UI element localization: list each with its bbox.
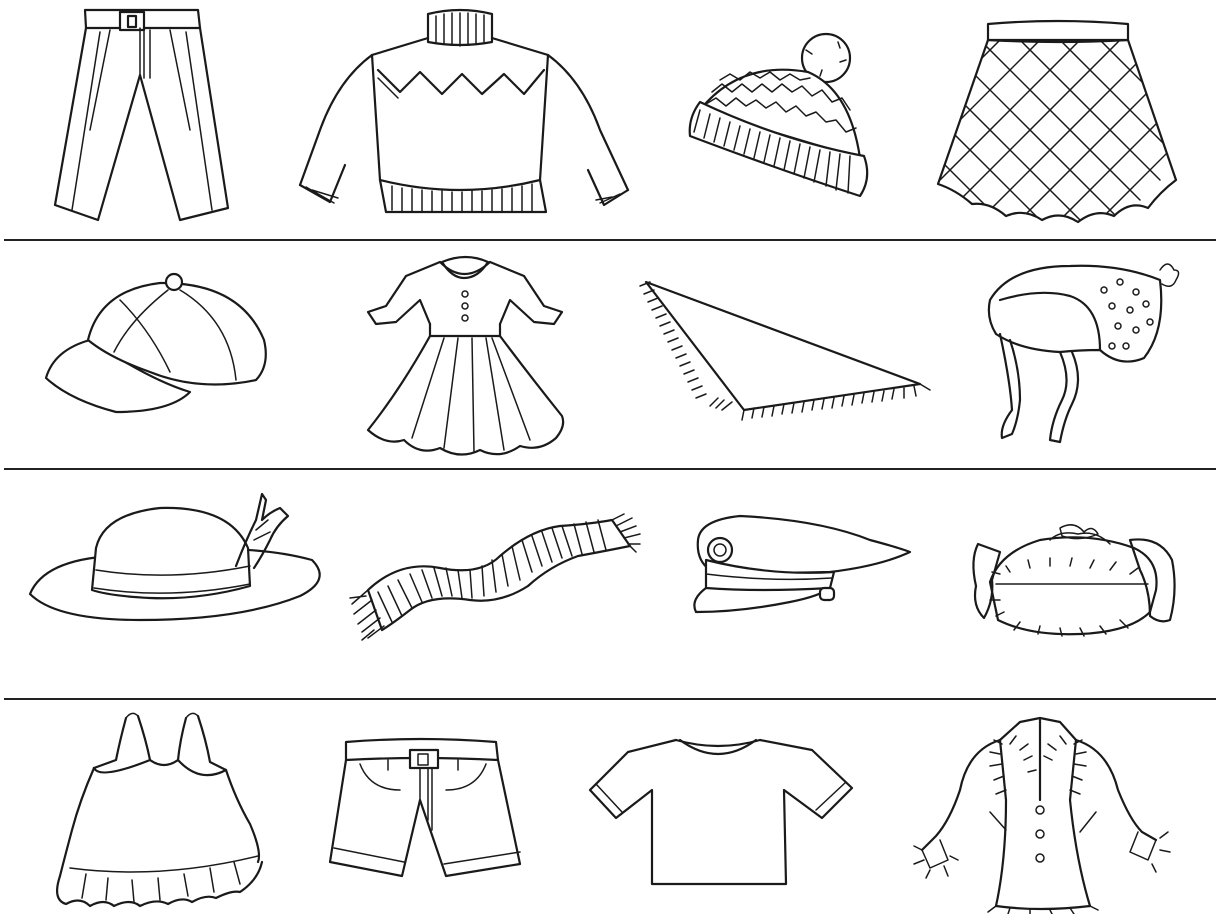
dress-icon [368, 257, 563, 455]
triangle-shawl-icon [640, 282, 930, 420]
sweater-icon [300, 10, 628, 212]
baseball-cap-icon [46, 274, 266, 412]
striped-scarf-icon [350, 514, 640, 640]
trousers-icon [55, 10, 228, 220]
shorts-icon [330, 739, 520, 876]
apron-dress-icon [57, 713, 262, 906]
fur-coat-icon [914, 718, 1170, 914]
plaid-skirt-icon [860, 0, 1220, 300]
bonnet-icon [989, 264, 1179, 442]
sun-hat-icon [30, 494, 320, 620]
knit-pompom-hat-icon [690, 34, 867, 196]
t-shirt-icon [590, 740, 852, 884]
peaked-cap-icon [694, 516, 910, 612]
fur-trapper-hat-icon [973, 525, 1174, 636]
